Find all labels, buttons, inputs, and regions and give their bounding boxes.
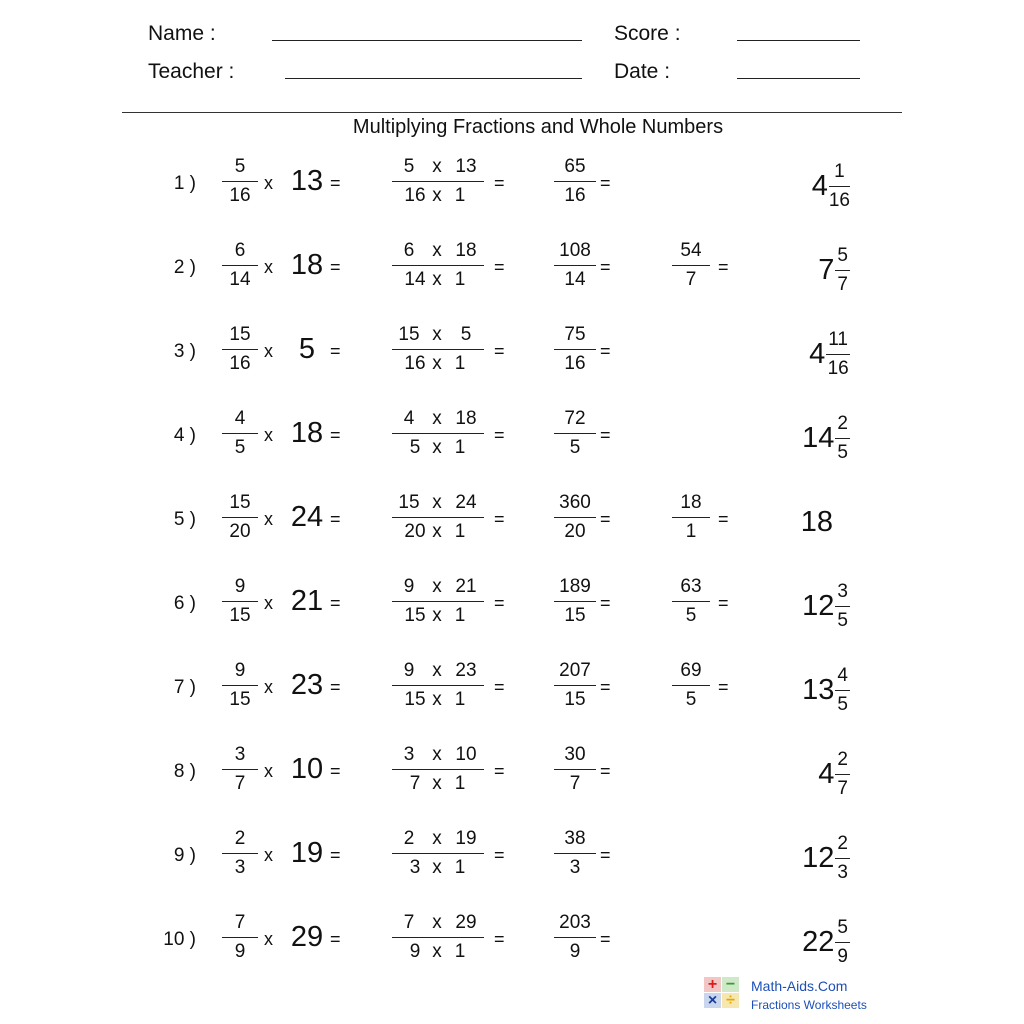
denominator: 5 [837,441,848,463]
numerator: 7 [222,912,258,938]
given-fraction [222,576,258,627]
times-sign: x [432,912,442,933]
answer-whole: 4 [809,337,826,370]
problem-number: 10 ) [163,929,196,950]
times-sign: x [432,605,442,626]
equals-sign: = [330,761,341,781]
mixed-number-answer [802,828,850,888]
given-fraction [222,408,258,459]
times-sign: x [432,576,442,597]
answer-fraction [829,161,850,212]
equals-sign: = [330,929,341,949]
product-setup-fraction [392,744,484,795]
denominator-b: 1 [454,605,466,626]
problem-number: 3 ) [173,341,196,362]
simplified-fraction [672,660,710,711]
problem-row [0,825,1024,895]
answer-fraction [835,665,850,716]
equals-sign: = [718,509,729,529]
denominator-a: 16 [404,353,426,374]
numerator: 11 [826,329,850,355]
equals-sign: = [330,425,341,445]
given-fraction [222,324,258,375]
denominator-a: 15 [404,605,426,626]
times-sign: x [432,941,442,962]
denominator: 16 [229,185,251,206]
numerator-a: 3 [403,744,415,765]
denominator: 16 [827,357,849,379]
times-sign: x [432,156,442,177]
denominator-b: 1 [454,521,466,542]
answer-fraction [835,833,850,884]
whole-number: 18 [290,249,324,281]
whole-number: 13 [290,165,324,197]
numerator-b: 19 [455,828,477,849]
equals-sign: = [494,593,505,613]
date-label: Date : [614,60,671,83]
equals-sign: = [494,257,505,277]
denominator-b: 1 [454,941,466,962]
problem-number: 2 ) [173,257,196,278]
mixed-number-answer [802,660,850,720]
times-sign: x [264,929,273,949]
equals-sign: = [494,509,505,529]
given-fraction [222,492,258,543]
times-sign: x [432,324,442,345]
times-sign: x [264,845,273,865]
equals-sign: = [330,173,341,193]
times-sign: x [432,492,442,513]
whole-number: 10 [290,753,324,785]
plus-icon: + [704,977,721,992]
numerator-b: 21 [455,576,477,597]
numerator: 38 [554,828,596,854]
given-fraction [222,156,258,207]
denominator: 7 [569,773,581,794]
given-fraction [222,828,258,879]
equals-sign: = [330,257,341,277]
product-fraction [554,324,596,375]
numerator: 75 [554,324,596,350]
problem-row [0,153,1024,223]
times-sign: x [432,269,442,290]
product-fraction [554,744,596,795]
mixed-number-answer [809,324,850,384]
answer-whole: 12 [802,841,835,874]
whole-number: 24 [290,501,324,533]
equals-sign: = [494,845,505,865]
numerator-b: 10 [455,744,477,765]
product-setup-fraction [392,324,484,375]
problem-row [0,909,1024,979]
times-sign: x [432,353,442,374]
equals-sign: = [600,761,611,781]
equals-sign: = [600,173,611,193]
numerator: 360 [554,492,596,518]
product-setup-fraction [392,492,484,543]
mixed-number-answer [812,156,850,216]
denominator-a: 9 [409,941,421,962]
equals-sign: = [330,677,341,697]
numerator-a: 6 [403,240,415,261]
equals-sign: = [494,677,505,697]
equals-sign: = [600,593,611,613]
numerator: 108 [554,240,596,266]
worksheet-title: Multiplying Fractions and Whole Numbers [352,116,724,138]
problem-number: 4 ) [173,425,196,446]
equals-sign: = [718,593,729,613]
denominator: 5 [837,609,848,631]
teacher-field[interactable] [285,78,582,79]
denominator: 7 [837,777,848,799]
equals-sign: = [718,677,729,697]
multiply-icon: × [704,993,721,1008]
product-setup-fraction [392,240,484,291]
numerator: 54 [672,240,710,266]
problem-row [0,573,1024,643]
whole-number: 21 [290,585,324,617]
times-sign: x [264,257,273,277]
answer-whole: 14 [802,421,835,454]
problem-number: 9 ) [173,845,196,866]
answer-whole: 12 [802,589,835,622]
given-fraction [222,912,258,963]
denominator-a: 3 [409,857,421,878]
times-sign: x [432,857,442,878]
times-sign: x [432,744,442,765]
denominator: 20 [229,521,251,542]
answer-whole: 22 [802,925,835,958]
times-sign: x [432,437,442,458]
product-setup-fraction [392,408,484,459]
times-sign: x [432,521,442,542]
numerator-b: 23 [455,660,477,681]
numerator-b: 5 [460,324,472,345]
given-fraction [222,240,258,291]
numerator: 5 [222,156,258,182]
numerator-b: 18 [455,408,477,429]
denominator: 14 [229,269,251,290]
score-field[interactable] [737,40,860,41]
whole-number: 19 [290,837,324,869]
problem-number: 5 ) [173,509,196,530]
numerator: 2 [835,833,850,859]
problem-row [0,321,1024,391]
numerator-a: 15 [398,324,420,345]
product-fraction [554,828,596,879]
equals-sign: = [494,425,505,445]
numerator-b: 24 [455,492,477,513]
product-fraction [554,240,596,291]
times-sign: x [432,185,442,206]
product-fraction [554,492,596,543]
whole-number: 23 [290,669,324,701]
product-fraction [554,408,596,459]
denominator-a: 7 [409,773,421,794]
simplified-fraction [672,240,710,291]
answer-fraction [835,413,850,464]
name-label: Name : [148,22,216,45]
product-fraction [554,576,596,627]
problem-row [0,489,1024,559]
denominator: 5 [234,437,246,458]
numerator-b: 29 [455,912,477,933]
numerator: 69 [672,660,710,686]
denominator: 3 [837,861,848,883]
whole-number-answer [801,492,834,552]
product-setup-fraction [392,660,484,711]
times-sign: x [432,689,442,710]
teacher-label: Teacher : [148,60,235,83]
denominator: 9 [234,941,246,962]
numerator: 189 [554,576,596,602]
problem-number: 7 ) [173,677,196,698]
equals-sign: = [600,677,611,697]
denominator: 5 [569,437,581,458]
mixed-number-answer [818,240,850,300]
numerator: 2 [835,413,850,439]
denominator: 15 [229,689,251,710]
equals-sign: = [600,845,611,865]
times-sign: x [432,828,442,849]
denominator: 7 [234,773,246,794]
denominator-a: 5 [409,437,421,458]
times-sign: x [432,240,442,261]
denominator-b: 1 [454,353,466,374]
numerator-a: 2 [403,828,415,849]
numerator: 2 [835,749,850,775]
product-setup-fraction [392,156,484,207]
equals-sign: = [330,509,341,529]
mixed-number-answer [818,744,850,804]
equals-sign: = [718,257,729,277]
problem-number: 8 ) [173,761,196,782]
answer-whole: 4 [811,169,828,202]
problem-row [0,405,1024,475]
denominator: 7 [837,273,848,295]
math-operators-icon [704,977,744,1013]
denominator: 16 [564,185,586,206]
brand-subtitle: Fractions Worksheets [751,998,867,1012]
answer-fraction [835,917,850,968]
answer-fraction [835,749,850,800]
numerator: 30 [554,744,596,770]
product-fraction [554,156,596,207]
times-sign: x [264,593,273,613]
numerator-a: 5 [403,156,415,177]
whole-number: 18 [290,417,324,449]
equals-sign: = [494,341,505,361]
denominator: 1 [685,521,697,542]
given-fraction [222,744,258,795]
numerator-a: 7 [403,912,415,933]
denominator-b: 1 [454,857,466,878]
denominator: 5 [685,689,697,710]
whole-number: 5 [298,333,316,365]
given-fraction [222,660,258,711]
equals-sign: = [494,761,505,781]
numerator: 203 [554,912,596,938]
answer-whole: 4 [818,757,835,790]
times-sign: x [432,408,442,429]
numerator-a: 15 [398,492,420,513]
equals-sign: = [330,341,341,361]
denominator: 20 [564,521,586,542]
numerator: 15 [222,324,258,350]
product-setup-fraction [392,828,484,879]
equals-sign: = [330,593,341,613]
denominator: 16 [828,189,850,211]
denominator: 9 [837,945,848,967]
times-sign: x [432,660,442,681]
answer-whole: 7 [818,253,835,286]
times-sign: x [264,425,273,445]
numerator-a: 4 [403,408,415,429]
denominator-a: 16 [404,185,426,206]
denominator: 5 [685,605,697,626]
numerator: 6 [222,240,258,266]
numerator: 63 [672,576,710,602]
numerator: 72 [554,408,596,434]
denominator: 15 [229,605,251,626]
simplified-fraction [672,576,710,627]
product-setup-fraction [392,576,484,627]
simplified-fraction [672,492,710,543]
mixed-number-answer [802,912,850,972]
whole-number: 29 [290,921,324,953]
answer-fraction [826,329,850,380]
product-fraction [554,912,596,963]
divide-icon: ÷ [722,993,739,1008]
denominator: 15 [564,605,586,626]
denominator: 14 [564,269,586,290]
answer-fraction [835,581,850,632]
numerator: 4 [835,665,850,691]
times-sign: x [264,677,273,697]
numerator-b: 18 [455,240,477,261]
equals-sign: = [600,509,611,529]
equals-sign: = [494,929,505,949]
numerator-b: 13 [455,156,477,177]
problem-number: 6 ) [173,593,196,614]
denominator: 15 [564,689,586,710]
times-sign: x [264,173,273,193]
numerator: 9 [222,576,258,602]
numerator: 65 [554,156,596,182]
equals-sign: = [330,845,341,865]
header-divider [122,112,902,113]
numerator: 5 [835,245,850,271]
mixed-number-answer [802,576,850,636]
numerator: 3 [222,744,258,770]
times-sign: x [264,341,273,361]
times-sign: x [432,773,442,794]
numerator: 18 [672,492,710,518]
equals-sign: = [600,425,611,445]
date-field[interactable] [737,78,860,79]
minus-icon: − [722,977,739,992]
equals-sign: = [600,257,611,277]
denominator: 9 [569,941,581,962]
equals-sign: = [600,929,611,949]
denominator: 16 [229,353,251,374]
answer-fraction [835,245,850,296]
problem-number: 1 ) [173,173,196,194]
score-label: Score : [614,22,681,45]
denominator: 16 [564,353,586,374]
numerator: 1 [829,161,850,187]
denominator-a: 15 [404,689,426,710]
denominator-a: 20 [404,521,426,542]
denominator: 5 [837,693,848,715]
numerator: 9 [222,660,258,686]
answer-whole: 13 [802,673,835,706]
times-sign: x [264,761,273,781]
denominator-a: 14 [404,269,426,290]
mixed-number-answer [802,408,850,468]
numerator: 207 [554,660,596,686]
brand-name: Math-Aids.Com [751,978,848,994]
problem-row [0,741,1024,811]
product-setup-fraction [392,912,484,963]
name-field[interactable] [272,40,582,41]
denominator: 3 [569,857,581,878]
denominator-b: 1 [454,773,466,794]
numerator: 4 [222,408,258,434]
problem-row [0,237,1024,307]
denominator-b: 1 [454,437,466,458]
denominator: 7 [685,269,697,290]
numerator: 2 [222,828,258,854]
answer-whole: 18 [800,505,833,538]
numerator-a: 9 [403,576,415,597]
denominator: 3 [234,857,246,878]
times-sign: x [264,509,273,529]
denominator-b: 1 [454,689,466,710]
problem-row [0,657,1024,727]
numerator: 5 [835,917,850,943]
equals-sign: = [600,341,611,361]
numerator-a: 9 [403,660,415,681]
product-fraction [554,660,596,711]
equals-sign: = [494,173,505,193]
denominator-b: 1 [454,185,466,206]
numerator: 15 [222,492,258,518]
numerator: 3 [835,581,850,607]
denominator-b: 1 [454,269,466,290]
